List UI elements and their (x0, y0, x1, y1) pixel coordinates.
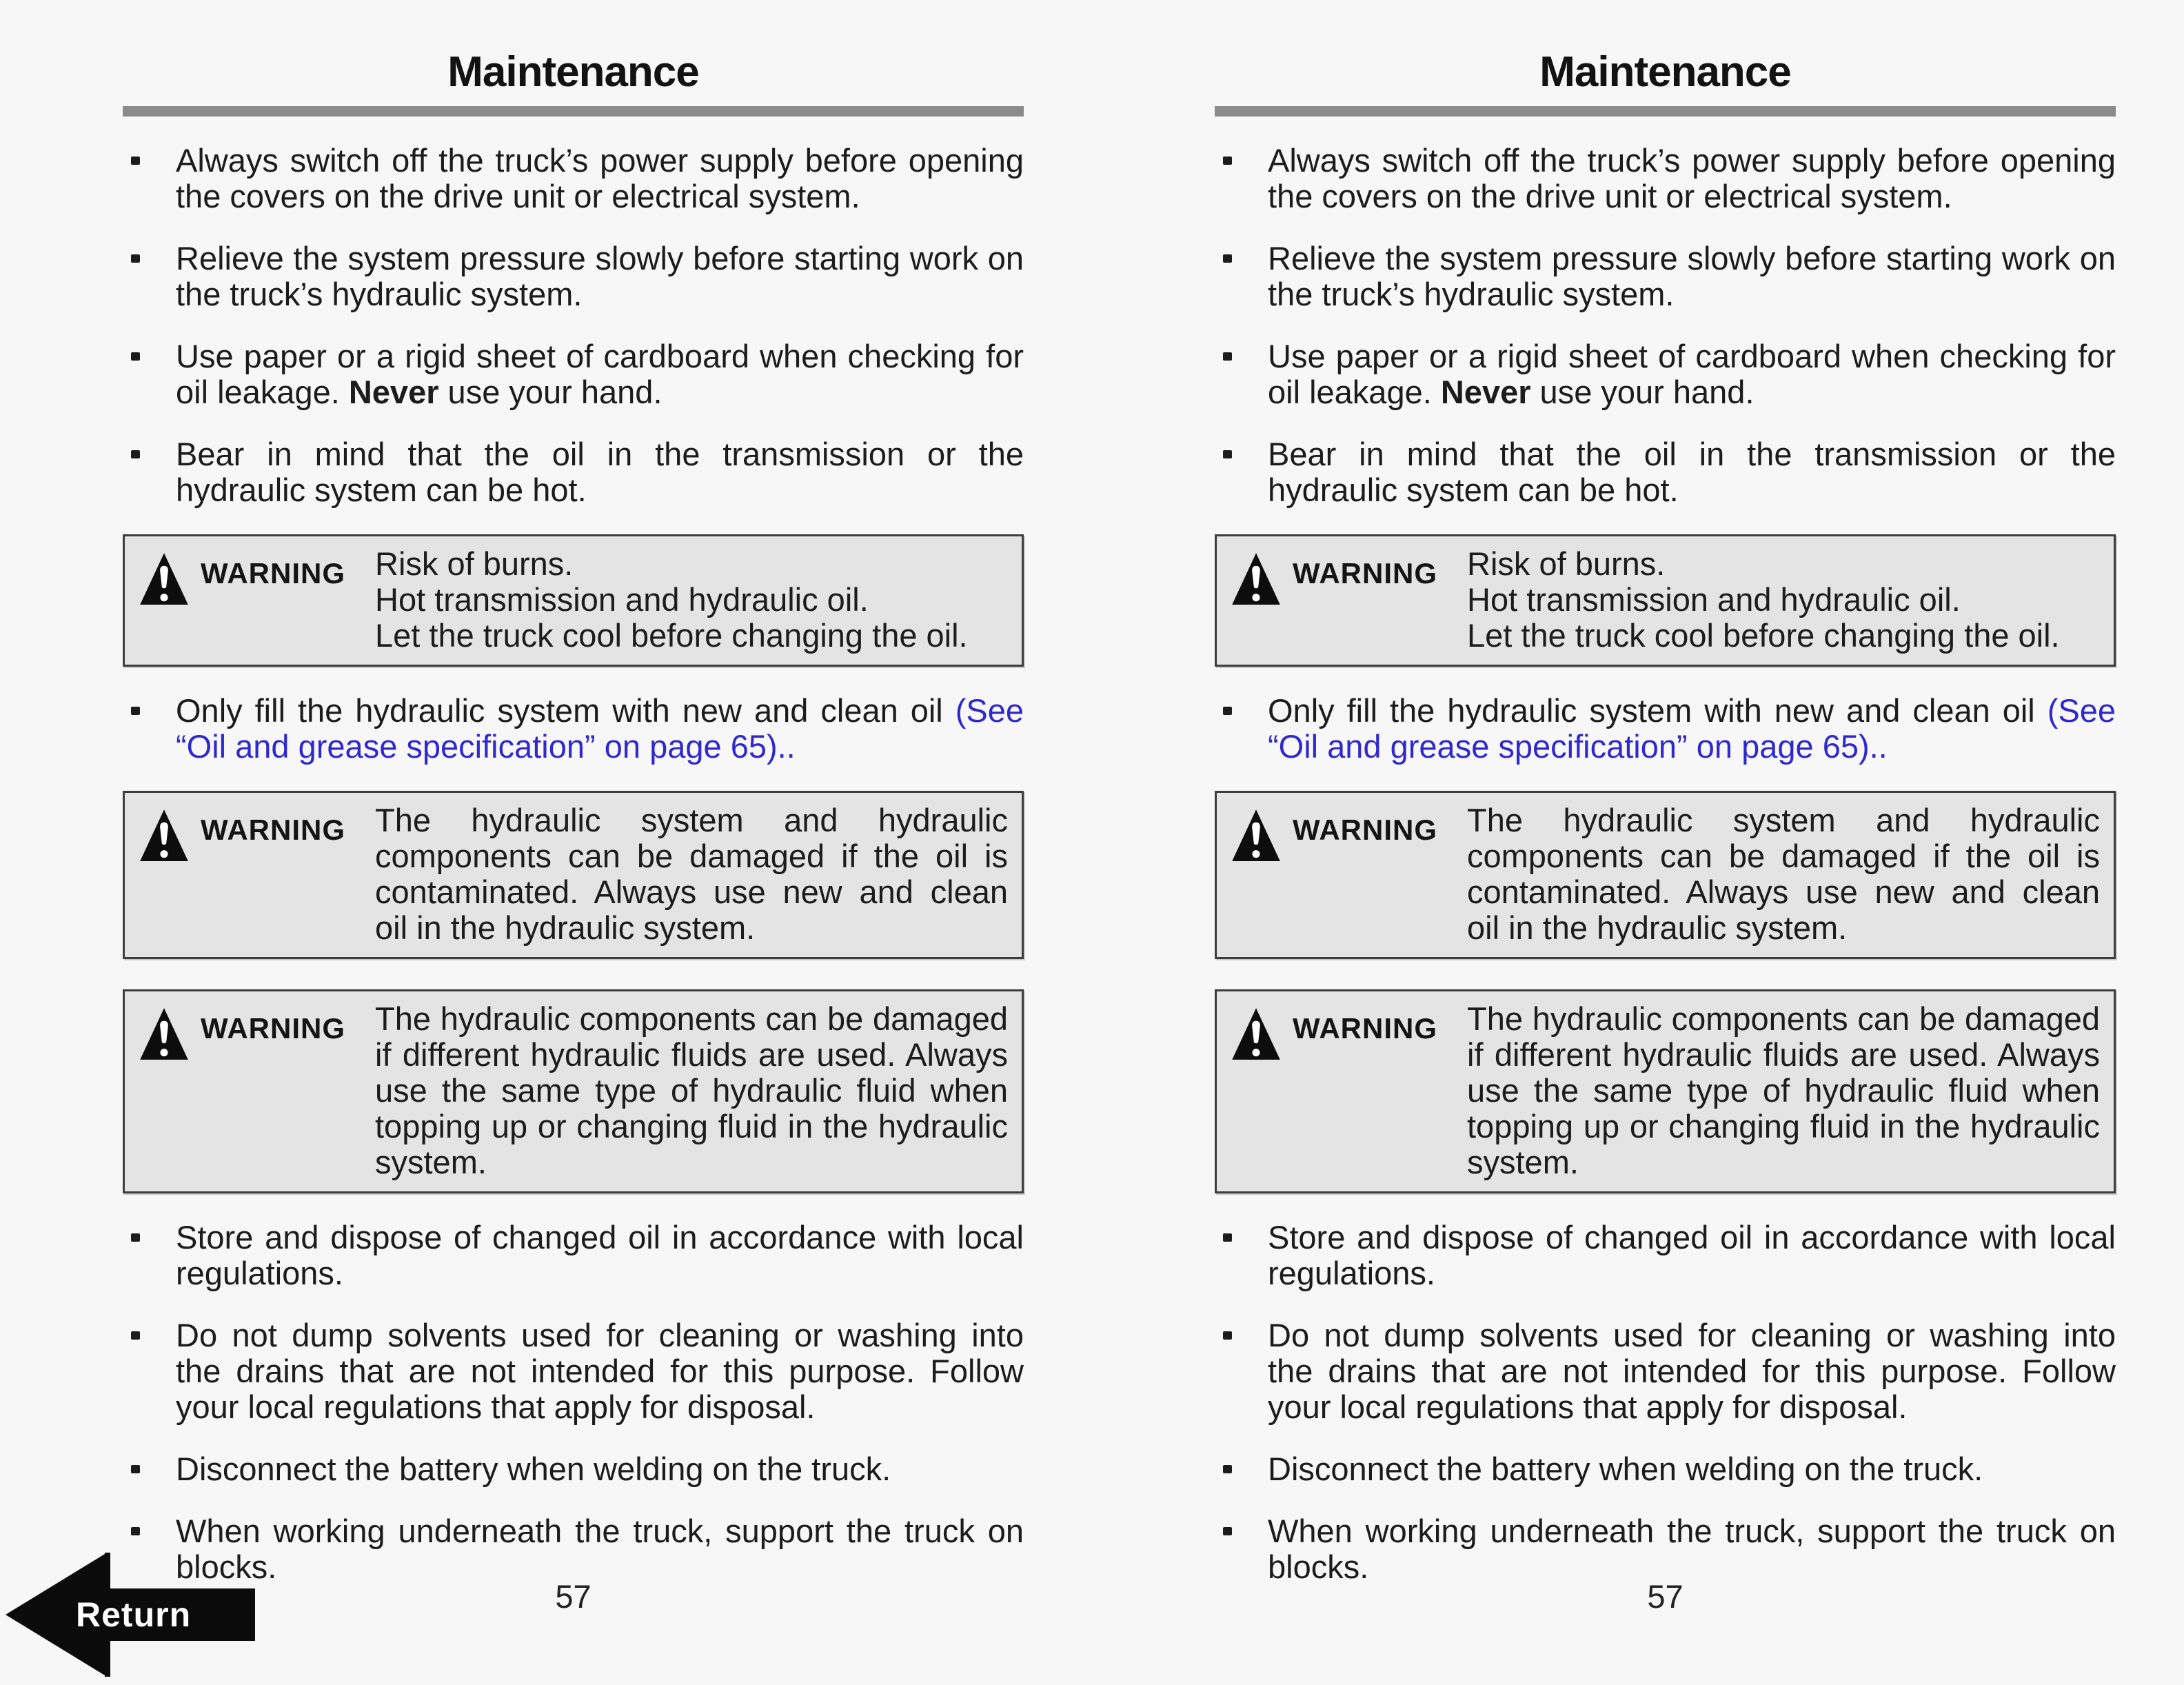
warning-box-burns (123, 534, 1024, 667)
bullet-text: Store and dispose of changed oil in accordance with local regulations. (176, 1219, 1024, 1291)
bullet-text: Always switch off the truck’s power supply before opening the covers on the drive unit or electrical system. (1268, 142, 2116, 214)
bullet-text (1268, 338, 2116, 410)
warning-box-contamination (123, 791, 1024, 959)
warning-triangle-icon (1231, 808, 1282, 863)
list-item (1215, 339, 2116, 410)
bullet-text (176, 338, 1024, 410)
bullet-icon (131, 1465, 140, 1473)
list-item (1215, 693, 2116, 765)
bullet-text: Relieve the system pressure slowly before starting work on the truck’s hydraulic system. (1268, 240, 2116, 312)
bullet-text-after: use your hand. (1530, 374, 1755, 410)
list-item (1215, 143, 2116, 214)
list-item (123, 693, 1024, 765)
warning-line: Hot transmission and hydraulic oil. (1467, 581, 1961, 618)
list-item (123, 1513, 1024, 1585)
page-number: 57 (555, 1578, 592, 1615)
warning-box-fluid-type (1215, 989, 2116, 1193)
bullet-text: Do not dump solvents used for cleaning or washing into the drains that are not intended for this purpose. Follow your local regulations that apply for disposal. (176, 1317, 1024, 1425)
bullet-icon (131, 254, 140, 263)
bullet-text: Do not dump solvents used for cleaning or washing into the drains that are not intended for this purpose. Follow your local regulations that apply for disposal. (1268, 1317, 2116, 1425)
manual-page-right (1092, 0, 2184, 1685)
bullet-text: When working underneath the truck, support the truck on blocks. (1268, 1513, 2116, 1585)
list-item (1215, 241, 2116, 312)
warning-triangle-icon (139, 552, 190, 607)
warning-label-column (139, 803, 375, 946)
warning-message: The hydraulic components can be damaged if different hydraulic fluids are used. Always use the same type of hydraulic fluid when topping up or changing fluid in the hydraulic system. (1467, 1000, 2100, 1180)
title-rule (123, 106, 1024, 117)
bullet-icon (1223, 1527, 1232, 1535)
warning-label-column (1231, 1001, 1467, 1180)
page-title: Maintenance (1539, 48, 1791, 96)
safety-bullet-list-link (123, 693, 1024, 765)
bullet-text: When working underneath the truck, support the truck on blocks. (176, 1513, 1024, 1585)
bullet-icon (131, 1331, 140, 1340)
list-item (123, 241, 1024, 312)
bullet-text-bold: Never (1440, 374, 1531, 410)
page-content (1215, 0, 2116, 1585)
bullet-text (1268, 692, 2116, 765)
list-item (123, 436, 1024, 508)
bullet-icon (1223, 352, 1232, 361)
bullet-icon (131, 352, 140, 361)
list-item (123, 143, 1024, 214)
bullet-icon (1223, 254, 1232, 263)
title-rule (1215, 106, 2116, 117)
warning-label: WARNING (1293, 557, 1437, 589)
list-item (123, 1451, 1024, 1487)
bullet-icon (1223, 1233, 1232, 1242)
bullet-icon (131, 1527, 140, 1535)
warning-message: The hydraulic system and hydraulic components can be damaged if the oil is contaminated. Always use new and clean oil in the hydraulic system. (1467, 802, 2100, 946)
warning-line: Risk of burns. (1467, 545, 1666, 582)
warning-line: Hot transmission and hydraulic oil. (375, 581, 869, 618)
warning-label-column (139, 1001, 375, 1180)
page-title: Maintenance (447, 48, 699, 96)
bullet-text-before: Only fill the hydraulic system with new and clean oil (1268, 692, 2048, 729)
warning-box-fluid-type (123, 989, 1024, 1193)
bullet-icon (1223, 157, 1232, 165)
oil-grease-spec-link[interactable]: (See “Oil and grease specification” on page 65).. (176, 692, 1024, 765)
warning-message: The hydraulic system and hydraulic components can be damaged if the oil is contaminated. Always use new and clean oil in the hydraulic system. (375, 802, 1008, 946)
warning-label-column (139, 546, 375, 654)
return-button-label: Return (76, 1595, 192, 1634)
bullet-text: Disconnect the battery when welding on the truck. (1268, 1451, 1983, 1487)
list-item (123, 1318, 1024, 1425)
warning-triangle-icon (1231, 1007, 1282, 1062)
warning-box-contamination (1215, 791, 2116, 959)
bullet-icon (1223, 707, 1232, 715)
oil-grease-spec-link[interactable]: (See “Oil and grease specification” on page 65).. (1268, 692, 2116, 765)
warning-label: WARNING (201, 557, 345, 589)
warning-label: WARNING (201, 814, 345, 846)
warning-message: The hydraulic components can be damaged if different hydraulic fluids are used. Always use the same type of hydraulic fluid when topping up or changing fluid in the hydraulic system. (375, 1000, 1008, 1180)
bullet-text (176, 692, 1024, 765)
list-item (123, 1220, 1024, 1291)
bullet-icon (131, 157, 140, 165)
bullet-icon (131, 1233, 140, 1242)
safety-bullet-list-link (1215, 693, 2116, 765)
warning-box-burns (1215, 534, 2116, 667)
bullet-text-after: use your hand. (438, 374, 663, 410)
list-item (1215, 1513, 2116, 1585)
bullet-text-before: Use paper or a rigid sheet of cardboard when checking for oil leakage. (176, 338, 1024, 410)
bullet-text-before: Only fill the hydraulic system with new and clean oil (176, 692, 956, 729)
list-item (1215, 1318, 2116, 1425)
safety-bullet-list-bottom (1215, 1220, 2116, 1585)
bullet-text: Bear in mind that the oil in the transmission or the hydraulic system can be hot. (1268, 436, 2116, 508)
list-item (1215, 1220, 2116, 1291)
bullet-text-before: Use paper or a rigid sheet of cardboard when checking for oil leakage. (1268, 338, 2116, 410)
warning-line: Let the truck cool before changing the oil. (1467, 617, 2060, 654)
list-item (1215, 436, 2116, 508)
bullet-icon (1223, 1465, 1232, 1473)
safety-bullet-list-bottom (123, 1220, 1024, 1585)
warning-triangle-icon (139, 808, 190, 863)
bullet-icon (131, 450, 140, 458)
bullet-text-bold: Never (348, 374, 439, 410)
list-item (1215, 1451, 2116, 1487)
bullet-icon (1223, 1331, 1232, 1340)
warning-label: WARNING (1293, 814, 1437, 846)
warning-triangle-icon (1231, 552, 1282, 607)
warning-label: WARNING (1293, 1012, 1437, 1045)
bullet-text: Relieve the system pressure slowly before starting work on the truck’s hydraulic system. (176, 240, 1024, 312)
warning-message (375, 546, 1008, 654)
bullet-text: Store and dispose of changed oil in accordance with local regulations. (1268, 1219, 2116, 1291)
page-number: 57 (1647, 1578, 1684, 1615)
bullet-icon (131, 707, 140, 715)
page-content (123, 0, 1024, 1585)
bullet-icon (1223, 450, 1232, 458)
warning-line: Risk of burns. (375, 545, 574, 582)
list-item (123, 339, 1024, 410)
warning-line: Let the truck cool before changing the oil. (375, 617, 968, 654)
bullet-text: Bear in mind that the oil in the transmission or the hydraulic system can be hot. (176, 436, 1024, 508)
safety-bullet-list-top (123, 143, 1024, 508)
safety-bullet-list-top (1215, 143, 2116, 508)
warning-triangle-icon (139, 1007, 190, 1062)
warning-label: WARNING (201, 1012, 345, 1045)
warning-label-column (1231, 803, 1467, 946)
bullet-text: Always switch off the truck’s power supply before opening the covers on the drive unit or electrical system. (176, 142, 1024, 214)
warning-message (1467, 546, 2100, 654)
warning-label-column (1231, 546, 1467, 654)
bullet-text: Disconnect the battery when welding on the truck. (176, 1451, 891, 1487)
